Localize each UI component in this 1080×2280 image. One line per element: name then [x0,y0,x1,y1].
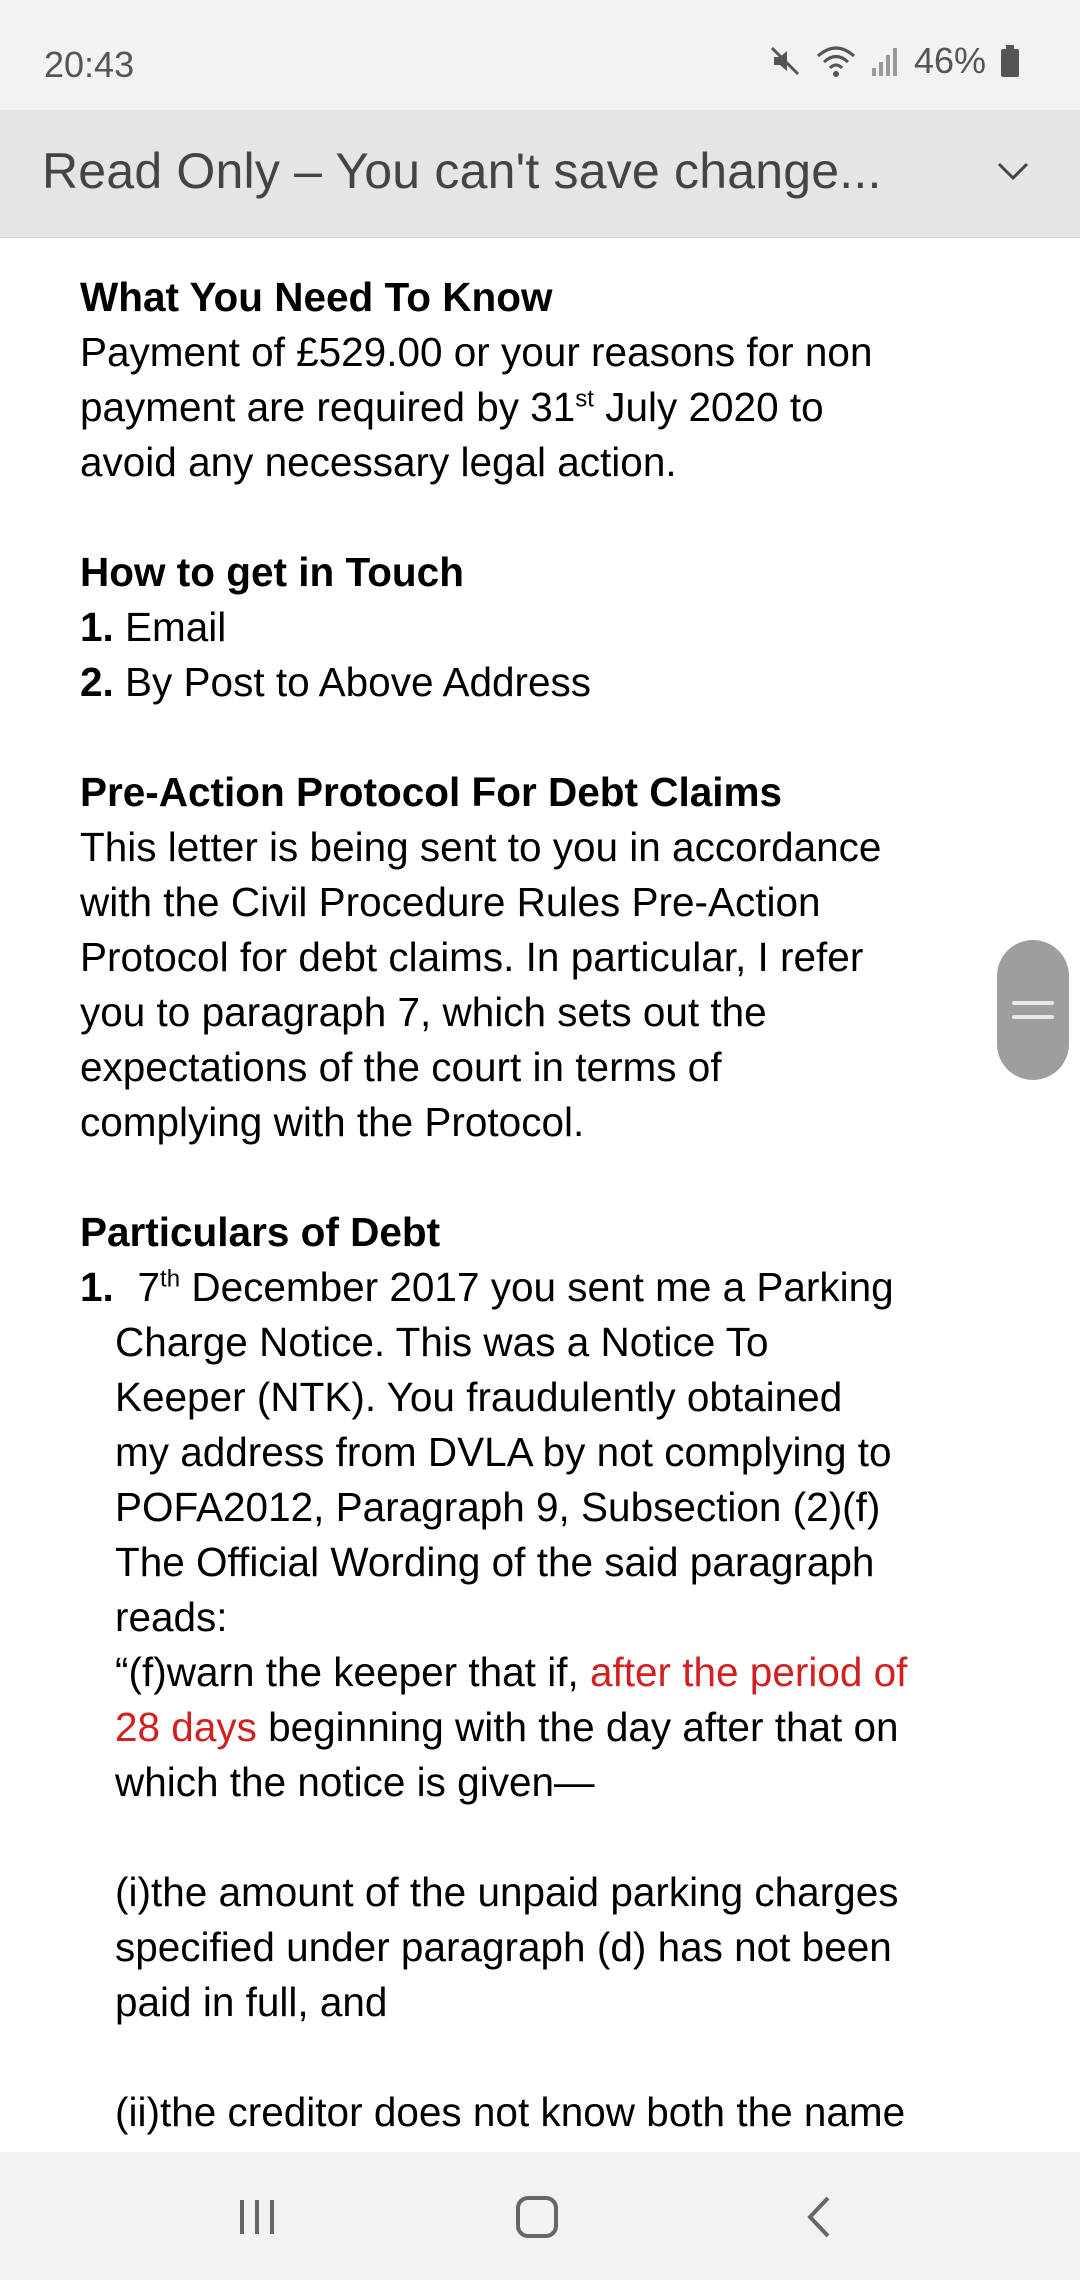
numbered-item [80,1260,1040,2140]
section-heading-pre-action-protocol: Pre-Action Protocol For Debt Claims [80,769,783,815]
paragraph-line: This letter is being sent to you in accordance [80,824,882,870]
section-heading-how-to-get-in-touch: How to get in Touch [80,549,464,595]
paragraph-line: paid in full, and [115,1979,388,2025]
paragraph-line: (ii)the creditor does not know both the name [115,2089,906,2135]
list-text: By Post to Above Address [113,659,592,705]
quote-line [115,1700,1040,1755]
list-number: 1. [80,604,114,650]
quote-line: which the notice is given— [115,1759,595,1805]
text-run: December 2017 you sent me a Parking [180,1264,894,1310]
read-only-banner[interactable] [0,110,1080,238]
text-run: “(f)warn the keeper that if, [115,1649,590,1695]
paragraph-line [115,1260,1040,1315]
superscript: th [160,1265,181,1293]
list-number: 2. [80,659,114,705]
wifi-icon [816,44,856,78]
grip-line [1012,1001,1054,1005]
list-item-post [80,655,1040,710]
paragraph-line: POFA2012, Paragraph 9, Subsection (2)(f) [115,1484,881,1530]
list-text: Email [113,604,227,650]
paragraph-line: complying with the Protocol. [80,1099,585,1145]
mute-icon [768,44,802,78]
paragraph-line: Payment of £529.00 or your reasons for non [80,329,873,375]
paragraph-line: The Official Wording of the said paragraph [115,1539,875,1585]
paragraph-line: (i)the amount of the unpaid parking charges [115,1869,899,1915]
status-time: 20:43 [44,44,135,85]
status-icons [768,40,1020,82]
recents-icon[interactable] [232,2192,282,2247]
home-icon[interactable] [512,2192,562,2247]
superscript: st [575,385,594,413]
quote-line [115,1645,1040,1700]
battery-text: 46% [913,40,986,81]
grip-line [1012,1015,1054,1019]
read-only-banner-text: Read Only – You can't save change... [42,143,882,199]
highlighted-text: 28 days [115,1704,257,1750]
scroll-handle[interactable] [997,940,1069,1080]
paragraph-line: expectations of the court in terms of [80,1044,722,1090]
text-run: 7 [137,1264,161,1310]
document-view[interactable] [80,237,1040,2152]
battery-icon [1000,44,1020,78]
list-item-email [80,600,1040,655]
paragraph-line [80,380,1040,435]
chevron-down-icon[interactable] [996,160,1030,187]
paragraph-line: with the Civil Procedure Rules Pre-Action [80,879,821,925]
paragraph-line: reads: [115,1594,228,1640]
paragraph-line: my address from DVLA by not complying to [115,1429,892,1475]
paragraph-line: Protocol for debt claims. In particular, I refer [80,934,864,980]
section-heading-particulars-of-debt: Particulars of Debt [80,1209,441,1255]
navigation-bar [0,2152,1080,2280]
section-heading-what-you-need-to-know: What You Need To Know [80,274,553,320]
paragraph-line: avoid any necessary legal action. [80,439,677,485]
status-bar [0,0,1080,110]
paragraph-line: you to paragraph 7, which sets out the [80,989,767,1035]
paragraph-line: Charge Notice. This was a Notice To [115,1319,769,1365]
text-run: beginning with the day after that on [256,1704,899,1750]
paragraph-line: specified under paragraph (d) has not been [115,1924,892,1970]
paragraph-line: Keeper (NTK). You fraudulently obtained [115,1374,843,1420]
back-icon[interactable] [800,2192,840,2247]
highlighted-text: after the period of [589,1649,908,1695]
signal-icon [870,44,900,78]
list-number: 1. [80,1264,114,1310]
text-run: July 2020 to [593,384,824,430]
text-run: payment are required by 31 [80,384,576,430]
